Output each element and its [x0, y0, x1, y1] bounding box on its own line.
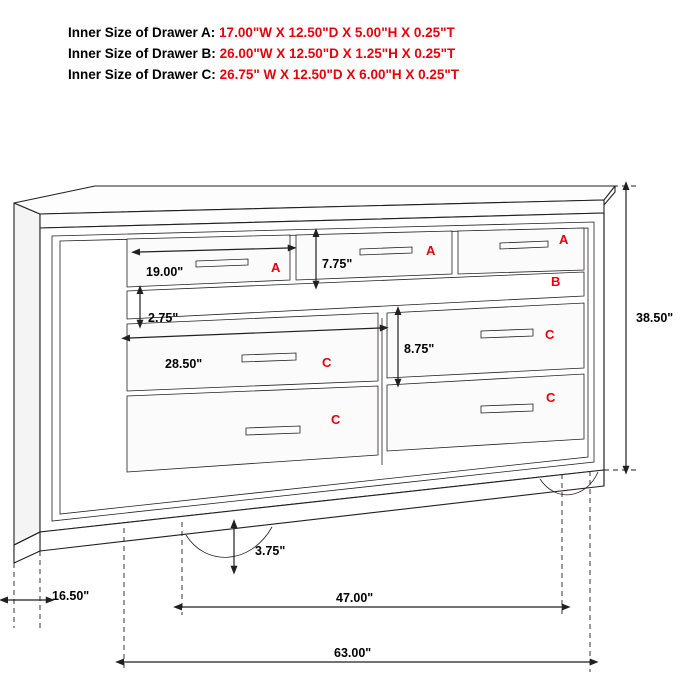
dimlabel-drawer-a-height: 7.75"	[322, 257, 353, 271]
spec-label-drawer-b: Inner Size of Drawer B:	[68, 46, 216, 61]
dimlabel-depth: 16.50"	[52, 589, 90, 603]
dimlabel-front-width: 47.00"	[336, 591, 374, 605]
spec-label-drawer-c: Inner Size of Drawer C:	[68, 67, 216, 82]
tag-a-right: A	[559, 232, 569, 247]
spec-value-drawer-a: 17.00"W X 12.50"D X 5.00"H X 0.25"T	[219, 25, 455, 40]
tag-c-lower-left: C	[331, 412, 341, 427]
tag-c-middle: C	[322, 355, 332, 370]
tag-b-right: B	[551, 274, 561, 289]
tag-a-middle: A	[426, 243, 436, 258]
tag-a-left: A	[271, 260, 281, 275]
spec-label-drawer-a: Inner Size of Drawer A:	[68, 25, 216, 40]
tag-c-right-upper: C	[545, 327, 555, 342]
spec-value-drawer-b: 26.00"W X 12.50"D X 1.25"H X 0.25"T	[219, 46, 456, 61]
cabinet-left-side-panel	[14, 203, 40, 563]
dimlabel-drawer-a-width: 19.00"	[146, 265, 184, 279]
tag-c-right-lower: C	[546, 390, 556, 405]
dimlabel-overall-height: 38.50"	[636, 311, 674, 325]
dimlabel-overall-width: 63.00"	[334, 646, 372, 660]
dimlabel-drawer-c-width: 28.50"	[165, 357, 203, 371]
dimlabel-drawer-b-height: 2.75"	[148, 311, 179, 325]
spec-value-drawer-c: 26.75" W X 12.50"D X 6.00"H X 0.25"T	[219, 67, 460, 82]
drawer-front-c-middle-right	[387, 303, 584, 378]
dimlabel-drawer-c-height: 8.75"	[404, 342, 435, 356]
dimlabel-leg-height: 3.75"	[255, 544, 286, 558]
drawer-front-a-left	[127, 235, 290, 287]
